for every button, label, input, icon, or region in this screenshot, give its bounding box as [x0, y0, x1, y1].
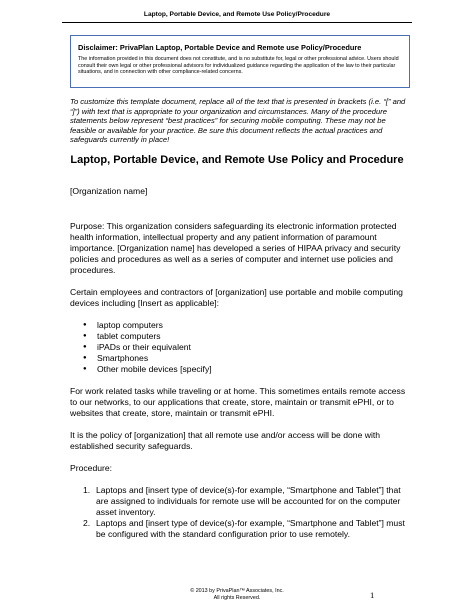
bullet-icon: ● [83, 355, 87, 361]
page-header: Laptop, Portable Device, and Remote Use Policy/Procedure [143, 11, 331, 18]
list-item [70, 364, 406, 375]
bullet-icon: ● [83, 333, 87, 339]
template-instructions: To customize this template document, replace all of the text that is presented in brackets (i.e. “[” and “]”) with text that is appropriate to your organization and circumstances. Many of the procedure statements below represent “best practices” for securing mobile computing. These may not be feasible or available for your practice. Be sure this document reflects the actual practices and safeguards currently in place! [70, 97, 406, 145]
procedure-heading: Procedure: [70, 463, 113, 473]
list-item [70, 518, 406, 540]
list-item-text: iPADs or their equivalent [97, 342, 191, 352]
list-item [70, 485, 406, 518]
step-text: Laptops and [insert type of device(s)-for example, “Smartphone and Tablet”] that are assigned to individuals for remote use will be accounted for on the computer asset inventory. [96, 485, 401, 517]
step-number: 2. [83, 518, 91, 528]
page-number: 1 [370, 590, 375, 600]
policy-paragraph: It is the policy of [organization] that all remote use and/or access will be done with established security safeguards. [70, 430, 381, 451]
header-divider [62, 22, 412, 23]
employees-paragraph: Certain employees and contractors of [organization] use portable and mobile computing devices including [Insert as applicable]: [70, 287, 403, 308]
list-item [70, 331, 406, 342]
bullet-icon: ● [83, 322, 87, 328]
list-item [70, 353, 406, 364]
list-item [70, 320, 406, 331]
step-text: Laptops and [insert type of device(s)-for example, “Smartphone and Tablet”] must be configured with the standard configuration prior to use remotely. [96, 518, 405, 539]
purpose-paragraph: Purpose: This organization considers safeguarding its electronic information protected health information, intellectual property and any patient information of paramount importance. [Organization name] has developed a series of HIPAA privacy and security policies and procedures as well as a series of computer and internet use policies and procedures. [70, 221, 401, 275]
list-item [70, 342, 406, 353]
bullet-icon: ● [83, 366, 87, 372]
disclaimer-body: The information provided in this document does not constitute, and is no substitute for, legal or other professional advice. Users should consult their own legal or other professional advisors for individualized guidance regarding the application of the law to their particular situations, and in connection with other compliance-related concerns. [78, 56, 399, 76]
organization-name: [Organization name] [70, 186, 148, 196]
bullet-icon: ● [83, 344, 87, 350]
list-item-text: laptop computers [97, 320, 163, 330]
step-number: 1. [83, 485, 91, 495]
device-list [70, 320, 406, 375]
procedure-list [70, 485, 406, 540]
rights-text: All rights Reserved. [213, 595, 261, 601]
travel-paragraph: For work related tasks while traveling or at home. This sometimes entails remote access to our networks, to our applications that create, store, maintain or transmit ePHI, or to websites that create, store, maintain or transmit ePHI. [70, 386, 406, 418]
document-body [70, 180, 406, 540]
document-title: Laptop, Portable Device, and Remote Use Policy and Procedure [70, 154, 404, 166]
list-item-text: Other mobile devices [specify] [97, 364, 212, 374]
copyright-text: © 2013 by PrivaPlan™ Associates, Inc. [190, 588, 284, 594]
list-item-text: tablet computers [97, 331, 161, 341]
disclaimer-box [70, 35, 410, 88]
disclaimer-title: Disclaimer: PrivaPlan Laptop, Portable Device and Remote use Policy/Procedure [78, 43, 362, 52]
list-item-text: Smartphones [97, 353, 149, 363]
page-footer [0, 588, 474, 602]
